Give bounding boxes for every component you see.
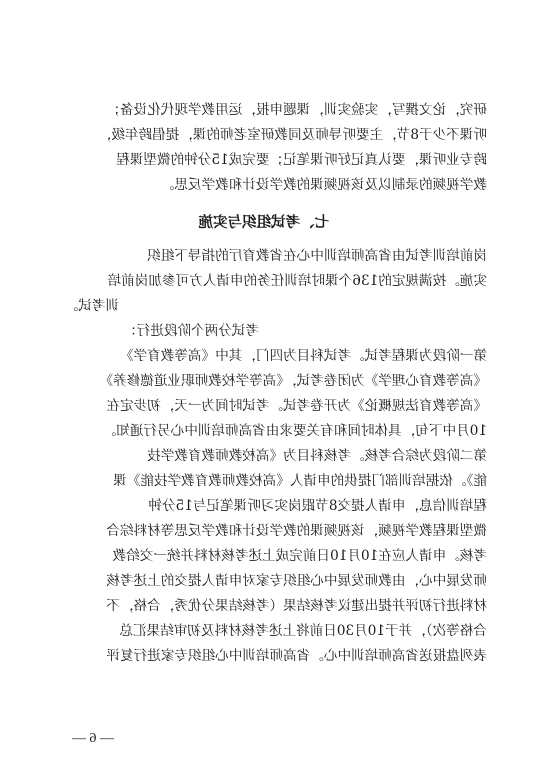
text-line: 《高等教育法规概论》为开卷考试。考试时间为一天，初步定在 (106, 398, 487, 414)
section-heading: 七、考试组织与实施 (198, 215, 329, 231)
text-line: 考试分两个阶段进行： (123, 323, 259, 339)
text-line: 表列盘报送省高师培训中心。省高师培训中心组织专家进行复评 (106, 648, 487, 664)
text-line: 师发展中心，由教师发展中心组织专家对申请人提交的上述考核 (106, 573, 487, 589)
text-line: 能》。依据培训部门提供的申请人《高校教师教育教学技能》课 (113, 473, 487, 489)
text-line: 研究，论文撰写，实验实训，课题申报，运用教学现代化设备； (106, 102, 487, 118)
text-line: 微型课程教学视频，该视频课的教学设计和教学反思等材料综合 (106, 523, 487, 539)
text-line: 10月中下旬，具体时间和有关要求由省高师培训中心另行通知。 (102, 423, 487, 439)
text-line: 合格等次），并于10月30日前将上述考核材料及初审结果汇总 (119, 623, 487, 639)
text-line: 跨专业听课，要认真记好听课笔记；要完成15分钟的微型课程 (116, 152, 487, 168)
text-line: 岗前培训考试由省高师培训中心在省教育厅的指导下组织 (147, 248, 487, 264)
text-line: 训考试。 (64, 298, 119, 314)
text-line: 听课不少于8节，主要听导师及同教研室老师的课，提倡跨年级， (97, 127, 487, 143)
text-line: 程培训信息，申请人提交8节跟岗实习听课笔记与15分钟 (148, 498, 487, 514)
text-line: 材料进行初评并提出建议考核结果（考核结果分优秀，合格，不 (106, 598, 487, 614)
text-line: 第一阶段为课程考试。考试科目为四门，其中《高等教育学》 (119, 348, 487, 364)
text-line: 第二阶段为综合考核。考核科目为《高校教师教育教学技 (147, 448, 487, 464)
text-line: 《高等教育心理学》为闭卷考试，《高等学校教师职业道德修养》 (99, 373, 487, 389)
text-line: 教学视频的录制以及该视频课的教学设计和教学反思。 (160, 177, 487, 193)
page-number: — 6 — (72, 731, 114, 746)
text-line: 考核。申请人应在10月10日前完成上述考核材料并统一交给教 (112, 548, 487, 564)
text-line: 实施。按满规定的136个课时培训任务的申请人方可参加岗前培 (107, 273, 487, 289)
